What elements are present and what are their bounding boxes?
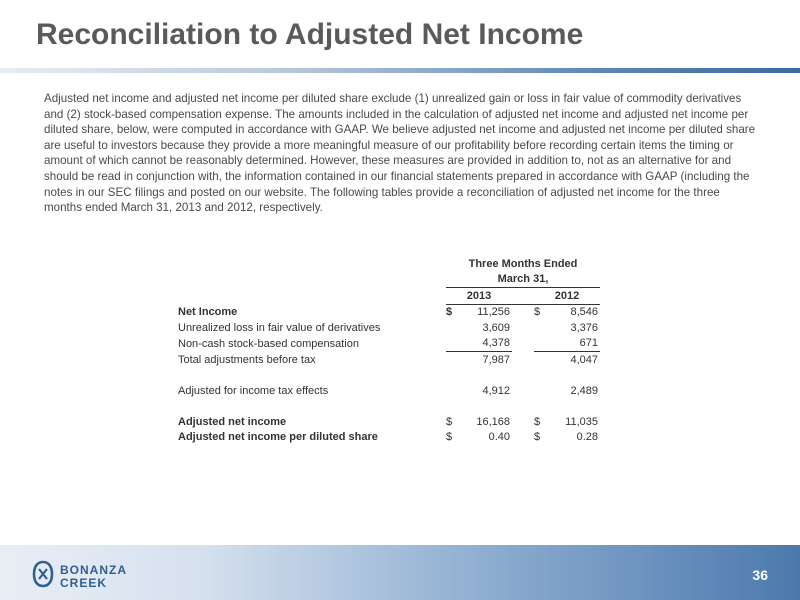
page-number: 36 [752,567,768,583]
table-header-row [172,256,600,272]
value-2013: 4,912 [482,384,510,397]
table-header-row [172,288,600,305]
logo-text-line-1: BONANZA [60,562,127,577]
value-2012: 11,035 [565,415,598,428]
page-title: Reconciliation to Adjusted Net Income [36,18,584,51]
year-header-2013: 2013 [466,289,492,302]
value-2012: 3,376 [570,321,598,334]
table-header-row [172,272,600,288]
currency-symbol: $ [446,415,453,428]
value-2013: 7,987 [482,353,510,366]
table-row [172,304,600,320]
value-2012: 0.28 [576,431,598,444]
currency-symbol: $ [446,304,460,320]
year-header-2012: 2012 [554,289,580,302]
currency-symbol: $ [446,431,453,444]
row-label: Unrealized loss in fair value of derivatives [178,321,381,334]
row-label: Adjusted net income per diluted share [178,431,378,444]
currency-symbol: $ [534,431,541,444]
table-spacer [172,368,600,384]
currency-symbol: $ [534,415,541,428]
value-2013: 11,256 [460,304,512,320]
period-header-2: March 31, [446,272,600,288]
row-label: Net Income [178,306,238,319]
logo-text-line-2: CREEK [60,575,108,590]
table-row [172,383,600,399]
value-2012: 8,546 [548,304,600,320]
value-2012: 4,047 [570,353,598,366]
reconciliation-table [172,256,600,445]
table-row [172,320,600,336]
currency-symbol: $ [534,304,548,320]
title-divider [0,68,800,73]
value-2013: 4,378 [460,336,512,352]
value-2013: 16,168 [476,415,510,428]
value-2013: 0.40 [488,431,510,444]
row-label: Adjusted net income [178,415,287,428]
bonanza-creek-mark-icon [32,560,54,593]
intro-paragraph: Adjusted net income and adjusted net income per diluted share exclude (1) unrealized gain or loss in fair value of commodity derivatives and (2) stock-based compensation expense. The amounts included in the calculation of adjusted net income and adjusted net income per diluted share, below, were computed in accordance with GAAP. We believe adjusted net income and adjusted net income per diluted share are useful to investors because they provide a more meaningful measure of our profitability before recording certain items the timing or amount of which cannot be reasonably determined. However, these measures are provided in addition to, not as an alternative for and should be read in conjunction with, the information contained in our financial statements prepared in accordance with GAAP (including the notes in our SEC filings and posted on our website. The following tables provide a reconciliation of adjusted net income for the three months ended March 31, 2013 and 2012, respectively. [44,92,756,215]
value-2013: 3,609 [482,321,510,334]
period-header-1: Three Months Ended [468,257,578,270]
table-row [172,430,600,446]
table-spacer [172,399,600,415]
table-row [172,414,600,430]
row-label: Adjusted for income tax effects [178,384,329,397]
row-label: Non-cash stock-based compensation [178,337,359,350]
table-row [172,352,600,368]
value-2012: 2,489 [570,384,598,397]
company-logo [32,560,127,593]
row-label: Total adjustments before tax [178,353,316,366]
table-row [172,336,600,352]
value-2012: 671 [548,336,600,352]
